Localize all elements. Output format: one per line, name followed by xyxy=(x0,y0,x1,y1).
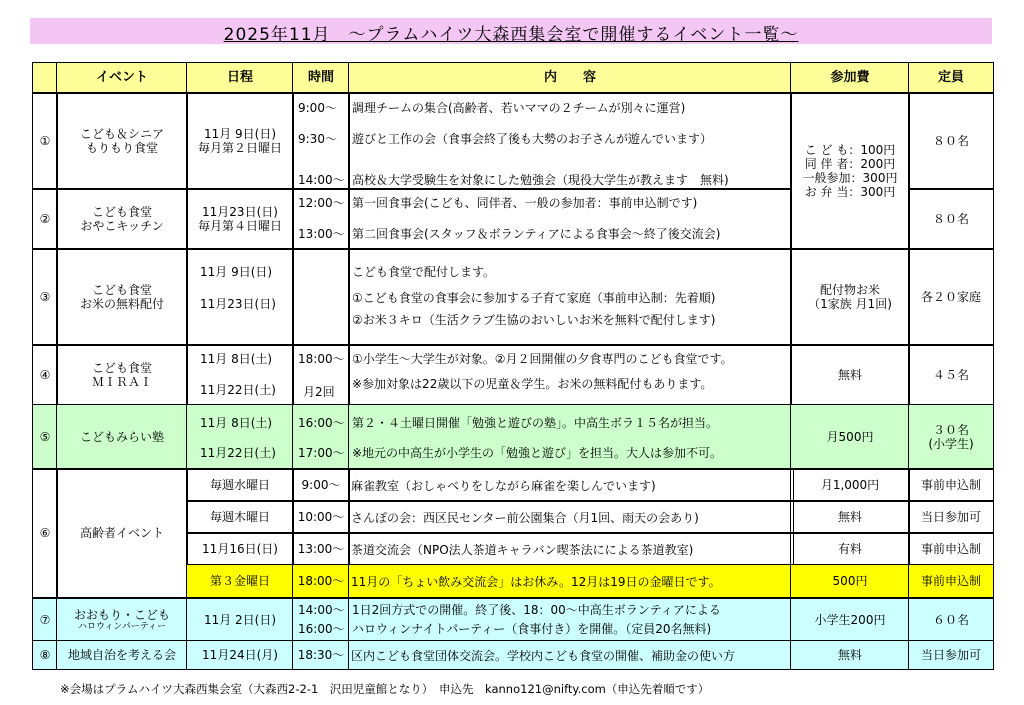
row-5-capacity: ３０名 (小学生) xyxy=(908,404,994,470)
row-1-time: 9:30～ xyxy=(298,132,337,146)
row-1-date: 11月 9日(日) 毎月第２日曜日 xyxy=(186,92,294,190)
title-band xyxy=(30,18,992,44)
row-1-time: 14:00～ xyxy=(298,173,345,187)
senior-time: 18:00～ xyxy=(292,564,350,598)
senior-capacity: 事前申込制 xyxy=(908,532,994,566)
senior-fee: 月1,000円 xyxy=(790,468,910,502)
row-4-date: 11月22日(土) xyxy=(200,383,276,397)
senior-date: 第３金曜日 xyxy=(186,564,294,598)
row-2-capacity: ８０名 xyxy=(908,188,994,250)
row-4-capacity: ４５名 xyxy=(908,344,994,406)
row-2-time: 12:00～ xyxy=(298,196,345,210)
row-1-capacity: ８０名 xyxy=(908,92,994,190)
row-8-fee: 無料 xyxy=(790,640,910,670)
senior-time: 10:00～ xyxy=(292,500,350,534)
row-7-event xyxy=(56,598,188,642)
senior-content: 11月の「ちょい飲み交流会」はお休み。12月は19日の金曜日です。 xyxy=(348,564,794,598)
row-7-event-subtitle: ハロウィンパーティー xyxy=(77,621,167,632)
row-5-no: ⑤ xyxy=(32,404,58,470)
row-8-date: 11月24日(月) xyxy=(186,640,294,670)
row-5-time-cell xyxy=(292,404,350,470)
senior-content: 茶道交流会（NPO法人茶道キャラバン喫茶法にによる茶道教室) xyxy=(348,532,794,566)
row-1-line: 遊びと工作の会（食事会終了後も大勢のお子さんが遊んでいます） xyxy=(352,132,713,146)
row-2-event: こども食堂 おやこキッチン xyxy=(56,188,188,250)
senior-capacity: 事前申込制 xyxy=(908,564,994,598)
row-8-capacity: 当日参加可 xyxy=(908,640,994,670)
row-3-line: ②お米３キロ（生活クラブ生協のおいしいお米を無料で配付します) xyxy=(352,313,716,327)
row-2-no: ② xyxy=(32,188,58,250)
row-1-time: 9:00～ xyxy=(298,101,337,115)
header-time: 時間 xyxy=(292,62,350,94)
row-1-no: ① xyxy=(32,92,58,190)
senior-date: 11月16日(日) xyxy=(186,532,294,566)
row-8-content: 区内こども食堂団体交流会。学校内こども食堂の開催、補助金の使い方 xyxy=(348,640,794,670)
footer-note: ※会場はプラムハイツ大森西集会室（大森西2-2-1 沢田児童館となり） 申込先 kanno121@nifty.com（申込先着順です） xyxy=(60,682,710,696)
row-4-event: こども食堂 ＭＩＲＡＩ xyxy=(56,344,188,406)
row-5-line: 第２・４土曜日開催「勉強と遊びの塾」。中高生ボラ１５名が担当。 xyxy=(352,416,719,430)
row-7-no: ⑦ xyxy=(32,598,58,642)
row-1-line: 高校＆大学受験生を対象にした勉強会（現役大学生が教えます 無料) xyxy=(352,173,729,187)
row-5-content-cell xyxy=(348,404,792,470)
row-5-event: こどもみらい塾 xyxy=(56,404,188,470)
senior-time: 13:00～ xyxy=(292,532,350,566)
header-fee: 参加費 xyxy=(790,62,910,94)
row-4-line: ※参加対象は22歳以下の児童＆学生。お米の無料配付もあります。 xyxy=(352,377,713,391)
header-date: 日程 xyxy=(186,62,294,94)
row-3-date: 11月 9日(日) xyxy=(200,265,273,279)
header-no xyxy=(32,62,58,94)
row-8-no: ⑧ xyxy=(32,640,58,670)
row-4-time: 月2回 xyxy=(303,385,335,399)
shared-fee: こ ど も：100円 同 伴 者：200円 一般参加：300円 お 弁 当：300円 xyxy=(790,92,910,250)
row-5-date: 11月 8日(土) xyxy=(200,416,273,430)
row-5-time: 17:00～ xyxy=(298,446,345,460)
row-5-line: ※地元の中高生が小学生の「勉強と遊び」を担当。大人は参加不可。 xyxy=(352,446,723,460)
row-4-no: ④ xyxy=(32,344,58,406)
row-7-event-title: おおもり・こども xyxy=(73,607,170,622)
row-2-date: 11月23日(日) 毎月第４日曜日 xyxy=(186,188,294,250)
row-6-no: ⑥ xyxy=(32,468,58,598)
row-3-date: 11月23日(日) xyxy=(200,297,276,311)
row-8-event: 地域自治を考える会 xyxy=(56,640,188,670)
row-2-line: 第一回食事会(こども、同伴者、一般の参加者：事前申込制です) xyxy=(352,196,698,210)
senior-capacity: 当日参加可 xyxy=(908,500,994,534)
row-3-time-cell xyxy=(292,248,350,346)
row-5-time: 16:00～ xyxy=(298,416,345,430)
row-4-time: 18:00～ xyxy=(298,352,345,366)
row-4-fee: 無料 xyxy=(790,344,910,406)
row-5-date: 11月22日(土) xyxy=(200,446,276,460)
row-1-event: こども＆シニア もりもり食堂 xyxy=(56,92,188,190)
row-2-line: 第二回食事会(スタッフ＆ボランティアによる食事会～終了後交流会) xyxy=(352,227,721,241)
row-7-time: 14:00～ xyxy=(298,603,345,617)
row-3-line: ①こども食堂の食事会に参加する子育て家庭（事前申込制：先着順) xyxy=(352,291,716,305)
row-3-line: こども食堂で配付します。 xyxy=(352,265,496,279)
senior-content: さんぽの会：西区民センター前公園集合（月1回、雨天の会あり) xyxy=(348,500,794,534)
row-6-event: 高齢者イベント xyxy=(56,468,188,598)
row-7-line: 1日2回方式での開催。終了後、18：00～中高生ボランティアによる xyxy=(352,603,721,617)
header-content: 内 容 xyxy=(348,62,792,94)
row-5-fee: 月500円 xyxy=(790,404,910,470)
row-7-date: 11月 2日(日) xyxy=(186,598,294,642)
row-2-time: 13:00～ xyxy=(298,227,345,241)
row-4-line: ①小学生～大学生が対象。②月２回開催の夕食専門のこども食堂です。 xyxy=(352,352,733,366)
senior-fee: 500円 xyxy=(790,564,910,598)
row-5-date-cell xyxy=(186,404,294,470)
row-7-time: 16:00～ xyxy=(298,622,345,636)
row-7-fee: 小学生200円 xyxy=(790,598,910,642)
senior-fee: 無料 xyxy=(790,500,910,534)
row-3-capacity: 各２０家庭 xyxy=(908,248,994,346)
header-event: イベント xyxy=(56,62,188,94)
row-3-fee: 配付物お米 （1家族 月1回) xyxy=(790,248,910,346)
row-7-capacity: ６０名 xyxy=(908,598,994,642)
row-7-line: ハロウィンナイトパーティー（食事付き）を開催。（定員20名無料) xyxy=(352,622,712,636)
row-1-line: 調理チームの集合(高齢者、若いママの２チームが別々に運営) xyxy=(352,101,686,115)
senior-time: 9:00～ xyxy=(292,468,350,502)
header-capacity: 定員 xyxy=(908,62,994,94)
senior-date: 毎週木曜日 xyxy=(186,500,294,534)
page-title: 2025年11月 ～プラムハイツ大森西集会室で開催するイベント一覧～ xyxy=(223,25,799,45)
senior-date: 毎週水曜日 xyxy=(186,468,294,502)
row-4-date: 11月 8日(土) xyxy=(200,352,273,366)
senior-fee: 有料 xyxy=(790,532,910,566)
row-3-event: こども食堂 お米の無料配付 xyxy=(56,248,188,346)
senior-capacity: 事前申込制 xyxy=(908,468,994,502)
row-3-no: ③ xyxy=(32,248,58,346)
row-8-time: 18:30～ xyxy=(292,640,350,670)
senior-content: 麻雀教室（おしゃべりをしながら麻雀を楽しんでいます) xyxy=(348,468,794,502)
